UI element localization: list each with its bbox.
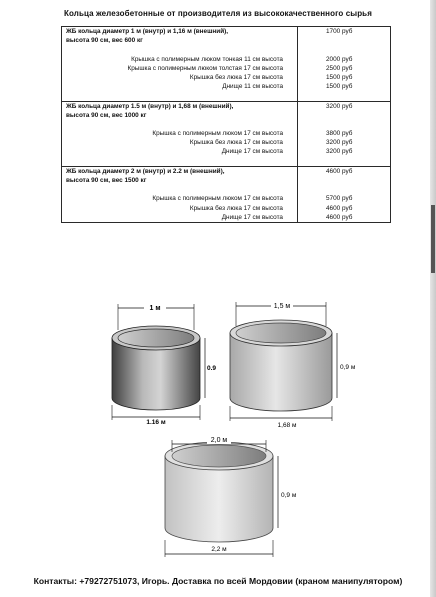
item-name: Крышка с полимерным люком 17 см высота (152, 195, 283, 203)
ring-1-top-label: 1 м (149, 305, 161, 312)
ring-name-line: высота 90 см, вес 1500 кг (66, 177, 147, 184)
ring-price: 4600 руб (326, 167, 353, 175)
ring-price: 3200 руб (326, 102, 353, 110)
item-name: Днище 11 см высота (222, 83, 283, 91)
ring-name-line: высота 90 см, вес 1000 кг (66, 111, 147, 119)
ring-3-drawing (165, 436, 297, 557)
contact-line: Контакты: +79272751073, Игорь. Доставка по всей Мордовии (краном манипулятором) (33, 576, 403, 586)
item-name: Крышка с полимерным люком 17 см высота (152, 130, 283, 138)
item-price: 3200 руб (326, 148, 353, 156)
item-price: 1500 руб (326, 73, 353, 81)
ring-3-height-label: 0,9 м (281, 492, 297, 499)
item-name: Крышка без люка 17 см высота (189, 139, 283, 147)
item-price: 5700 руб (326, 195, 353, 203)
ring-2-drawing (230, 301, 356, 429)
ring-name-line: ЖБ кольца диаметр 1.5 м (внутр) и 1,68 м (внешний), (66, 102, 234, 110)
item-price: 1500 руб (326, 83, 353, 91)
item-name: Крышка с полимерным люком толстая 17 см высота (127, 64, 283, 72)
item-name: Днище 17 см высота (221, 213, 283, 221)
ring-2-height-label: 0,9 м (340, 364, 356, 371)
item-price: 2500 руб (326, 64, 353, 72)
item-name: Крышка с полимерным люком тонкая 11 см высота (131, 55, 283, 63)
ring-1-height-label: 0.9 (207, 365, 217, 372)
page-title: Кольца железобетонные от производителя из высококачественного сырья (64, 9, 372, 18)
ring-2-top-label: 1,5 м (273, 303, 291, 310)
ring-price: 1700 руб (326, 28, 353, 35)
ring-1-drawing (112, 303, 216, 426)
item-name: Крышка без люка 17 см высота (189, 73, 283, 81)
ring-3-outer-label: 2,2 м (211, 546, 227, 553)
item-price: 4600 руб (326, 213, 353, 221)
item-name: Днище 17 см высота (221, 148, 283, 156)
ring-1-outer-label: 1.16 м (146, 419, 166, 426)
item-price: 2000 руб (326, 55, 353, 63)
item-price: 3200 руб (326, 139, 353, 147)
item-name: Крышка без люка 17 см высота (189, 204, 283, 212)
ring-name-line: ЖБ кольца диаметр 2 м (внутр) и 2.2 м (внешний), (66, 167, 225, 175)
ring-2-outer-label: 1,68 м (277, 422, 297, 429)
item-price: 4600 руб (326, 204, 353, 212)
ring-name-line: высота 90 см, вес 600 кг (66, 37, 143, 45)
ring-3-top-label: 2,0 м (210, 437, 228, 444)
item-price: 3800 руб (326, 130, 353, 138)
ring-name-line: ЖБ кольца диаметр 1 м (внутр) и 1,16 м (внешний), (66, 28, 229, 35)
